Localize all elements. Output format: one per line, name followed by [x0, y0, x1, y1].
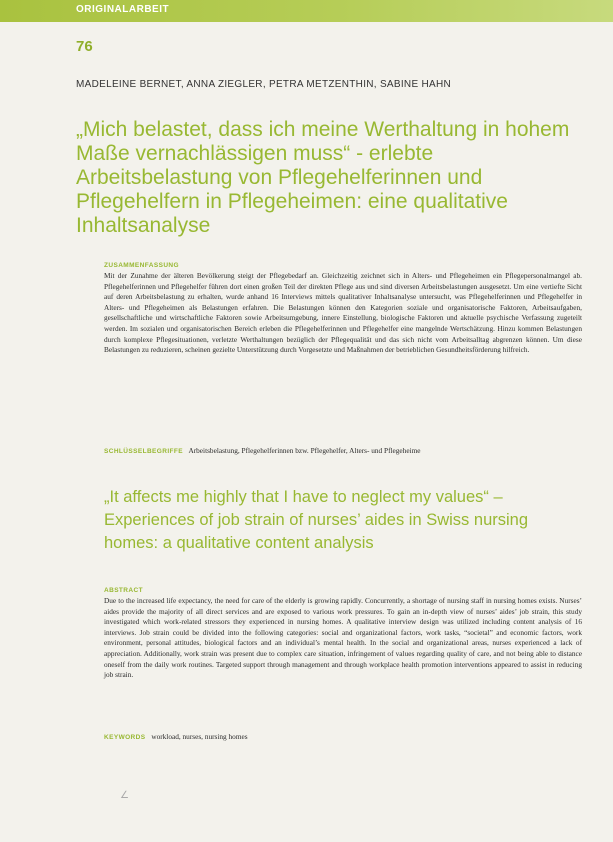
english-abstract-label: ABSTRACT	[104, 587, 143, 594]
english-abstract: Due to the increased life expectancy, the need for care of the elderly is growing rapidly. Concurrently, a shortage of nursing staff in nursing homes exists. Nurses’ aides provide the majority of all direct services and are exposed to various work pressures. To gain an in-depth view of nurses’ aides’ job strain, this study investigated which work-related stressors they experienced in nursing homes. A qualitative interview design was utilized including content analysis of 16 interviews. Job strain could be divided into the following categories: social and organizational factors, work tasks, “societal” and economic factors, work environment, personal attitudes, biological factors and an individual’s mental health. In the social and organizational areas, nurses experienced a lack of appreciation. Additionally, work strain was present due to complex care situation, infringement of values regarding quality of care, and not being able to distance oneself from the daily work routines. Targeted support through management and through workplace health promotion interventions appeared to assist in reducing job strain.	[104, 596, 582, 680]
english-keywords-label: KEYWORDS	[104, 734, 146, 741]
english-title: „It affects me highly that I have to neglect my values“ – Experiences of job strain of nurses’ aides in Swiss nursing homes: a qualitative content analysis	[104, 488, 529, 552]
german-keywords	[104, 446, 582, 455]
section-header-label: ORIGINALARBEIT	[76, 4, 170, 15]
author-list: MADELEINE BERNET, ANNA ZIEGLER, PETRA METZENTHIN, SABINE HAHN	[76, 79, 452, 90]
german-abstract-label: ZUSAMMENFASSUNG	[104, 262, 179, 269]
german-abstract: Mit der Zunahme der älteren Bevölkerung steigt der Pflegebedarf an. Gleichzeitig zeichnet sich in Alters- und Pflegeheimen ein Pflegepersonalmangel ab. Pflegehelferinnen und Pflegehelfer führen dort einen großen Teil der direkten Pflege aus und sind diversen Arbeitsbelastungen ausgesetzt. Um eine vertiefte Sicht auf deren Arbeitsbelastung zu erhalten, wurde anhand 16 Interviews mittels qualitativer Inhaltsanalyse untersucht, was Pflegehelferinnen und Pflegehelfer in Alters- und Pflegeheimen als Belastungen erfahren. Die Belastungen können den Kategorien soziale und organisatorische Faktoren, Arbeitsaufgaben, gesellschaftliche und wirtschaftliche Faktoren sowie Arbeitsumgebung, innere Einstellung, biologische Faktoren und aktuelle psychische Verfassung zugeteilt werden. Im sozialen und organisatorischen Bereich erleben die Pflegehelferinnen und Pflegehelfer eine mangelnde Wertschätzung. Hinzu kommen Belastungen durch komplexe Pflegesituationen, verletzte Werthaltungen bezüglich der Pflegequalität und das sich nicht vom Arbeitsalltag abgrenzen können. Um diese Belastungen zu reduzieren, scheinen gezielte Unterstützung durch Vorgesetzte und Maßnahmen der betrieblichen Gesundheitsförderung hilfreich.	[104, 271, 582, 355]
english-keywords	[104, 732, 582, 741]
page-number: 76	[76, 38, 93, 55]
german-keywords-label: SCHLÜSSELBEGRIFFE	[104, 448, 184, 455]
scan-corner-mark: ∠	[120, 790, 129, 801]
german-title: „Mich belastet, dass ich meine Werthaltung in hohem Maße vernachlässigen muss“ - erlebte Arbeitsbelastung von Pflegehelferinnen und Pflegehelfern in Pflegeheimen: eine qualitative Inhaltsanalyse	[76, 118, 570, 237]
english-keywords-text: workload, nurses, nursing homes	[151, 732, 248, 741]
header-band	[0, 0, 613, 22]
german-keywords-text: Arbeitsbelastung, Pflegehelferinnen bzw. Pflegehelfer, Alters- und Pflegeheime	[188, 446, 421, 455]
